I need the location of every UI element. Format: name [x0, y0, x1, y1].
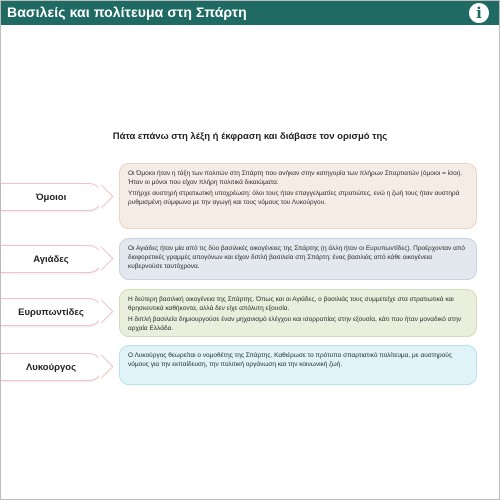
page-title: Βασιλείς και πολίτευμα στη Σπάρτη [7, 4, 247, 20]
definition-box-evrypontides [119, 289, 477, 337]
definition-box-agiades [119, 238, 477, 280]
term-button-omoioi[interactable] [1, 183, 102, 211]
definition-paragraph: Η διπλή βασιλεία δημιουργούσε έναν μηχανισμό ελέγχου και ισορροπίας στην εξουσία, κάτι που ήταν μοναδικό στην αρχαία Ελλάδα. [128, 316, 462, 332]
definition-box-omoioi [119, 163, 477, 229]
term-button-evrypontides[interactable] [1, 298, 102, 326]
term-button-agiades[interactable] [1, 245, 102, 273]
definition-box-lykourgos [119, 345, 477, 385]
definition-paragraph: Η δεύτερη βασιλική οικογένεια της Σπάρτης. Όπως και οι Αγιάδες, ο βασιλιάς τους συμμετείχε στα στρατιωτικά και θρησκευτικά καθήκοντα, αλλά δεν είχε απόλυτη εξουσία. [128, 296, 454, 312]
instruction-text: Πάτα επάνω στη λέξη ή έκφραση και διάβασε τον ορισμό της [112, 131, 388, 142]
definition-paragraph: Υπήρχε αυστηρή στρατιωτική υποχρέωση: όλοι τους ήταν επαγγελματίες στρατιώτες, ενώ η ζωή τους ήταν αυστηρά ρυθμισμένη σύμφωνα με την αγωγή και τους νόμους του Λυκούργου. [128, 190, 460, 206]
title-bar [1, 1, 499, 25]
definition-paragraph: Οι Όμοιοι ήταν η τάξη των πολιτών στη Σπάρτη που ανήκαν στην κατηγορία των πλήρων Σπαρτιατών (όμοιοι = ίσοι). Ήταν οι μόνοι που είχαν πλήρη πολιτικά δικαιώματα. [128, 170, 463, 186]
term-label: Αγιάδες [33, 253, 69, 265]
term-label: Ευρυπωντίδες [18, 306, 84, 318]
term-button-lykourgos[interactable] [1, 353, 102, 381]
definition-paragraph: Οι Αγιάδες ήταν μία από τις δύο βασιλικές οικογένειες της Σπάρτης (η άλλη ήταν οι Ευρυπωντίδες). Προέρχονταν από διαφορετικές γραμμές απογόνων και είχαν διπλή βασιλεία στη Σπάρτη: ένας βασιλιάς από κάθε οικογένεια κυβερνούσε ταυτόχρονα. [128, 245, 465, 270]
info-icon[interactable]: i [469, 3, 489, 23]
term-label: Όμοιοι [35, 191, 67, 203]
definition-paragraph: Ο Λυκούργος θεωρείται ο νομοθέτης της Σπάρτης. Καθιέρωσε το πρότυπο σπαρτιατικό πολίτευμα, με αυστηρούς νόμους για την εκπαίδευση, την πολιτική οργάνωση και την κοινωνική ζωή. [128, 352, 452, 368]
term-label: Λυκούργος [25, 361, 77, 373]
